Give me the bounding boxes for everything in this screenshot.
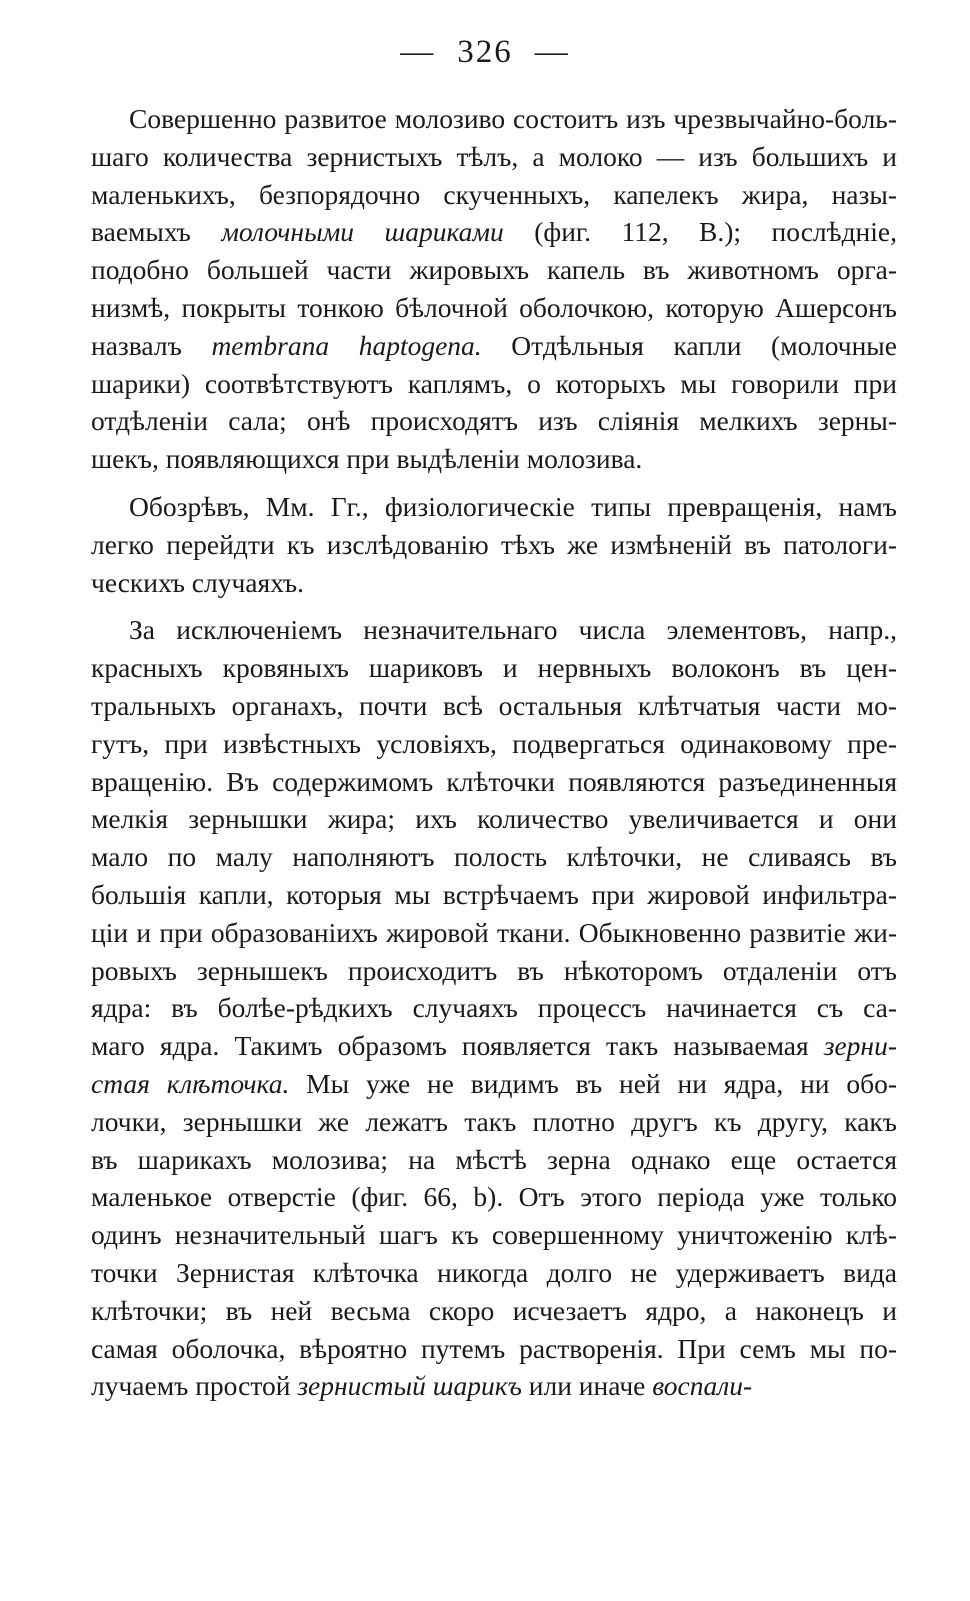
text-line bbox=[91, 1027, 897, 1065]
paragraph-gap bbox=[91, 601, 897, 611]
text-run: Совершенно развитое молозиво состоитъ изъ чрезвычайно-боль- bbox=[129, 103, 897, 134]
text-line bbox=[91, 1330, 897, 1368]
paragraph bbox=[91, 488, 897, 601]
text-line bbox=[91, 989, 897, 1027]
text-run: ровыхъ зернышекъ происходитъ въ нѣкоторомъ отдаленіи отъ bbox=[91, 954, 897, 986]
text-run: вращенію. Въ содержимомъ клѣточки появляются разъединенныя bbox=[91, 765, 897, 797]
text-line bbox=[91, 526, 897, 564]
text-line bbox=[91, 1254, 897, 1292]
text-line bbox=[91, 1178, 897, 1216]
text-line bbox=[91, 176, 897, 214]
text-run: лучаемъ простой bbox=[91, 1370, 298, 1402]
italic-text-run: молочными шариками bbox=[221, 216, 504, 248]
text-line bbox=[91, 1367, 897, 1405]
text-line bbox=[91, 1141, 897, 1179]
text-line bbox=[91, 649, 897, 687]
text-line bbox=[91, 213, 897, 251]
italic-text-run: стая клѣточка. bbox=[91, 1067, 290, 1099]
text-run: назвалъ bbox=[91, 329, 212, 361]
text-run: ядра: въ болѣе-рѣдкихъ случаяхъ процессъ начинается съ са- bbox=[91, 992, 897, 1024]
text-run: Отдѣльныя капли (молочные bbox=[481, 329, 897, 361]
text-line bbox=[91, 1292, 897, 1330]
text-run: или иначе bbox=[521, 1370, 653, 1402]
text-run: За исключеніемъ незначительнаго числа элементовъ, напр., bbox=[129, 614, 897, 646]
italic-text-run: воспали- bbox=[652, 1370, 753, 1402]
italic-text-run: membrana haptogena. bbox=[211, 329, 482, 361]
page-header bbox=[0, 28, 970, 76]
text-line bbox=[91, 138, 897, 176]
text-run: гутъ, при извѣстныхъ условіяхъ, подвергаться одинаковому пре- bbox=[91, 727, 897, 759]
header-right-dash: — bbox=[534, 34, 570, 70]
text-line bbox=[91, 402, 897, 440]
text-line bbox=[91, 763, 897, 801]
text-run: красныхъ кровяныхъ шариковъ и нервныхъ волоконъ въ цен- bbox=[91, 652, 897, 684]
header-left-dash: — bbox=[400, 34, 436, 70]
text-run: низмѣ, покрыты тонкою бѣлочной оболочкою, которую Ашерсонъ bbox=[91, 291, 897, 323]
text-line bbox=[91, 289, 897, 327]
text-run: Обозрѣвъ, Мм. Гг., физіологическіе типы превращенія, намъ bbox=[129, 490, 897, 522]
text-run: ваемыхъ bbox=[91, 216, 222, 248]
text-run: шекъ, появляющихся при выдѣленіи молозива. bbox=[91, 443, 643, 475]
body-text bbox=[91, 100, 897, 1405]
text-run: отдѣленіи сала; онѣ происходятъ изъ сліянія мелкихъ зерны- bbox=[91, 405, 897, 437]
text-line bbox=[91, 488, 897, 526]
text-run: ческихъ случаяхъ. bbox=[91, 566, 304, 598]
text-line bbox=[91, 914, 897, 952]
text-run: мелкія зернышки жира; ихъ количество увеличивается и они bbox=[91, 803, 897, 835]
text-run: (фиг. 112, B.); послѣдніе, bbox=[503, 216, 897, 248]
paragraph bbox=[91, 100, 897, 478]
text-run: маго ядра. Такимъ образомъ появляется такъ называемая bbox=[91, 1030, 824, 1062]
paragraph bbox=[91, 611, 897, 1405]
text-line bbox=[91, 876, 897, 914]
text-line bbox=[91, 251, 897, 289]
text-line bbox=[91, 564, 897, 602]
text-run: ціи и при образованіихъ жировой ткани. Обыкновенно развитіе жи- bbox=[91, 916, 897, 948]
text-run: шаго количества зернистыхъ тѣлъ, а молоко — изъ большихъ и bbox=[91, 140, 897, 172]
text-line bbox=[91, 952, 897, 990]
text-run: клѣточки; въ ней весьма скоро исчезаетъ ядро, а наконецъ и bbox=[91, 1294, 897, 1326]
text-run: большія капли, которыя мы встрѣчаемъ при жировой инфильтра- bbox=[91, 878, 897, 910]
text-run: одинъ незначительный шагъ къ совершенному уничтоженію клѣ- bbox=[91, 1219, 897, 1251]
text-line bbox=[91, 1065, 897, 1103]
text-line bbox=[91, 611, 897, 649]
text-line bbox=[91, 838, 897, 876]
text-run: подобно большей части жировыхъ капель въ животномъ орга- bbox=[91, 254, 897, 286]
text-line bbox=[91, 327, 897, 365]
text-line bbox=[91, 800, 897, 838]
italic-text-run: зернистый шарикъ bbox=[297, 1370, 522, 1402]
text-run: Мы уже не видимъ въ ней ни ядра, ни обо- bbox=[289, 1067, 897, 1099]
text-line bbox=[91, 725, 897, 763]
text-run: шарики) соотвѣтствуютъ каплямъ, о которыхъ мы говорили при bbox=[91, 367, 897, 399]
text-line bbox=[91, 100, 897, 138]
page-number: 326 bbox=[457, 34, 513, 70]
text-run: въ шарикахъ молозива; на мѣстѣ зерна однако еще остается bbox=[91, 1143, 897, 1175]
text-line bbox=[91, 1216, 897, 1254]
text-run: точки Зернистая клѣточка никогда долго не удерживаетъ вида bbox=[91, 1256, 897, 1288]
text-run: маленькихъ, безпорядочно скученныхъ, капелекъ жира, назы- bbox=[91, 178, 897, 210]
text-run: лочки, зернышки же лежатъ такъ плотно другъ къ другу, какъ bbox=[91, 1105, 897, 1137]
text-run: самая оболочка, вѣроятно путемъ растворенія. При семъ мы по- bbox=[91, 1332, 897, 1364]
text-line bbox=[91, 687, 897, 725]
text-run: мало по малу наполняютъ полость клѣточки, не сливаясь въ bbox=[91, 841, 897, 873]
text-run: маленькое отверстіе (фиг. 66, b). Отъ этого періода уже только bbox=[91, 1181, 897, 1213]
text-run: легко перейдти къ изслѣдованію тѣхъ же измѣненій въ патологи- bbox=[91, 528, 897, 560]
text-run: тральныхъ органахъ, почти всѣ остальныя клѣтчатыя части мо- bbox=[91, 689, 897, 721]
text-line bbox=[91, 440, 897, 478]
paragraph-gap bbox=[91, 478, 897, 488]
text-line bbox=[91, 365, 897, 403]
text-line bbox=[91, 1103, 897, 1141]
italic-text-run: зерни- bbox=[823, 1030, 897, 1062]
